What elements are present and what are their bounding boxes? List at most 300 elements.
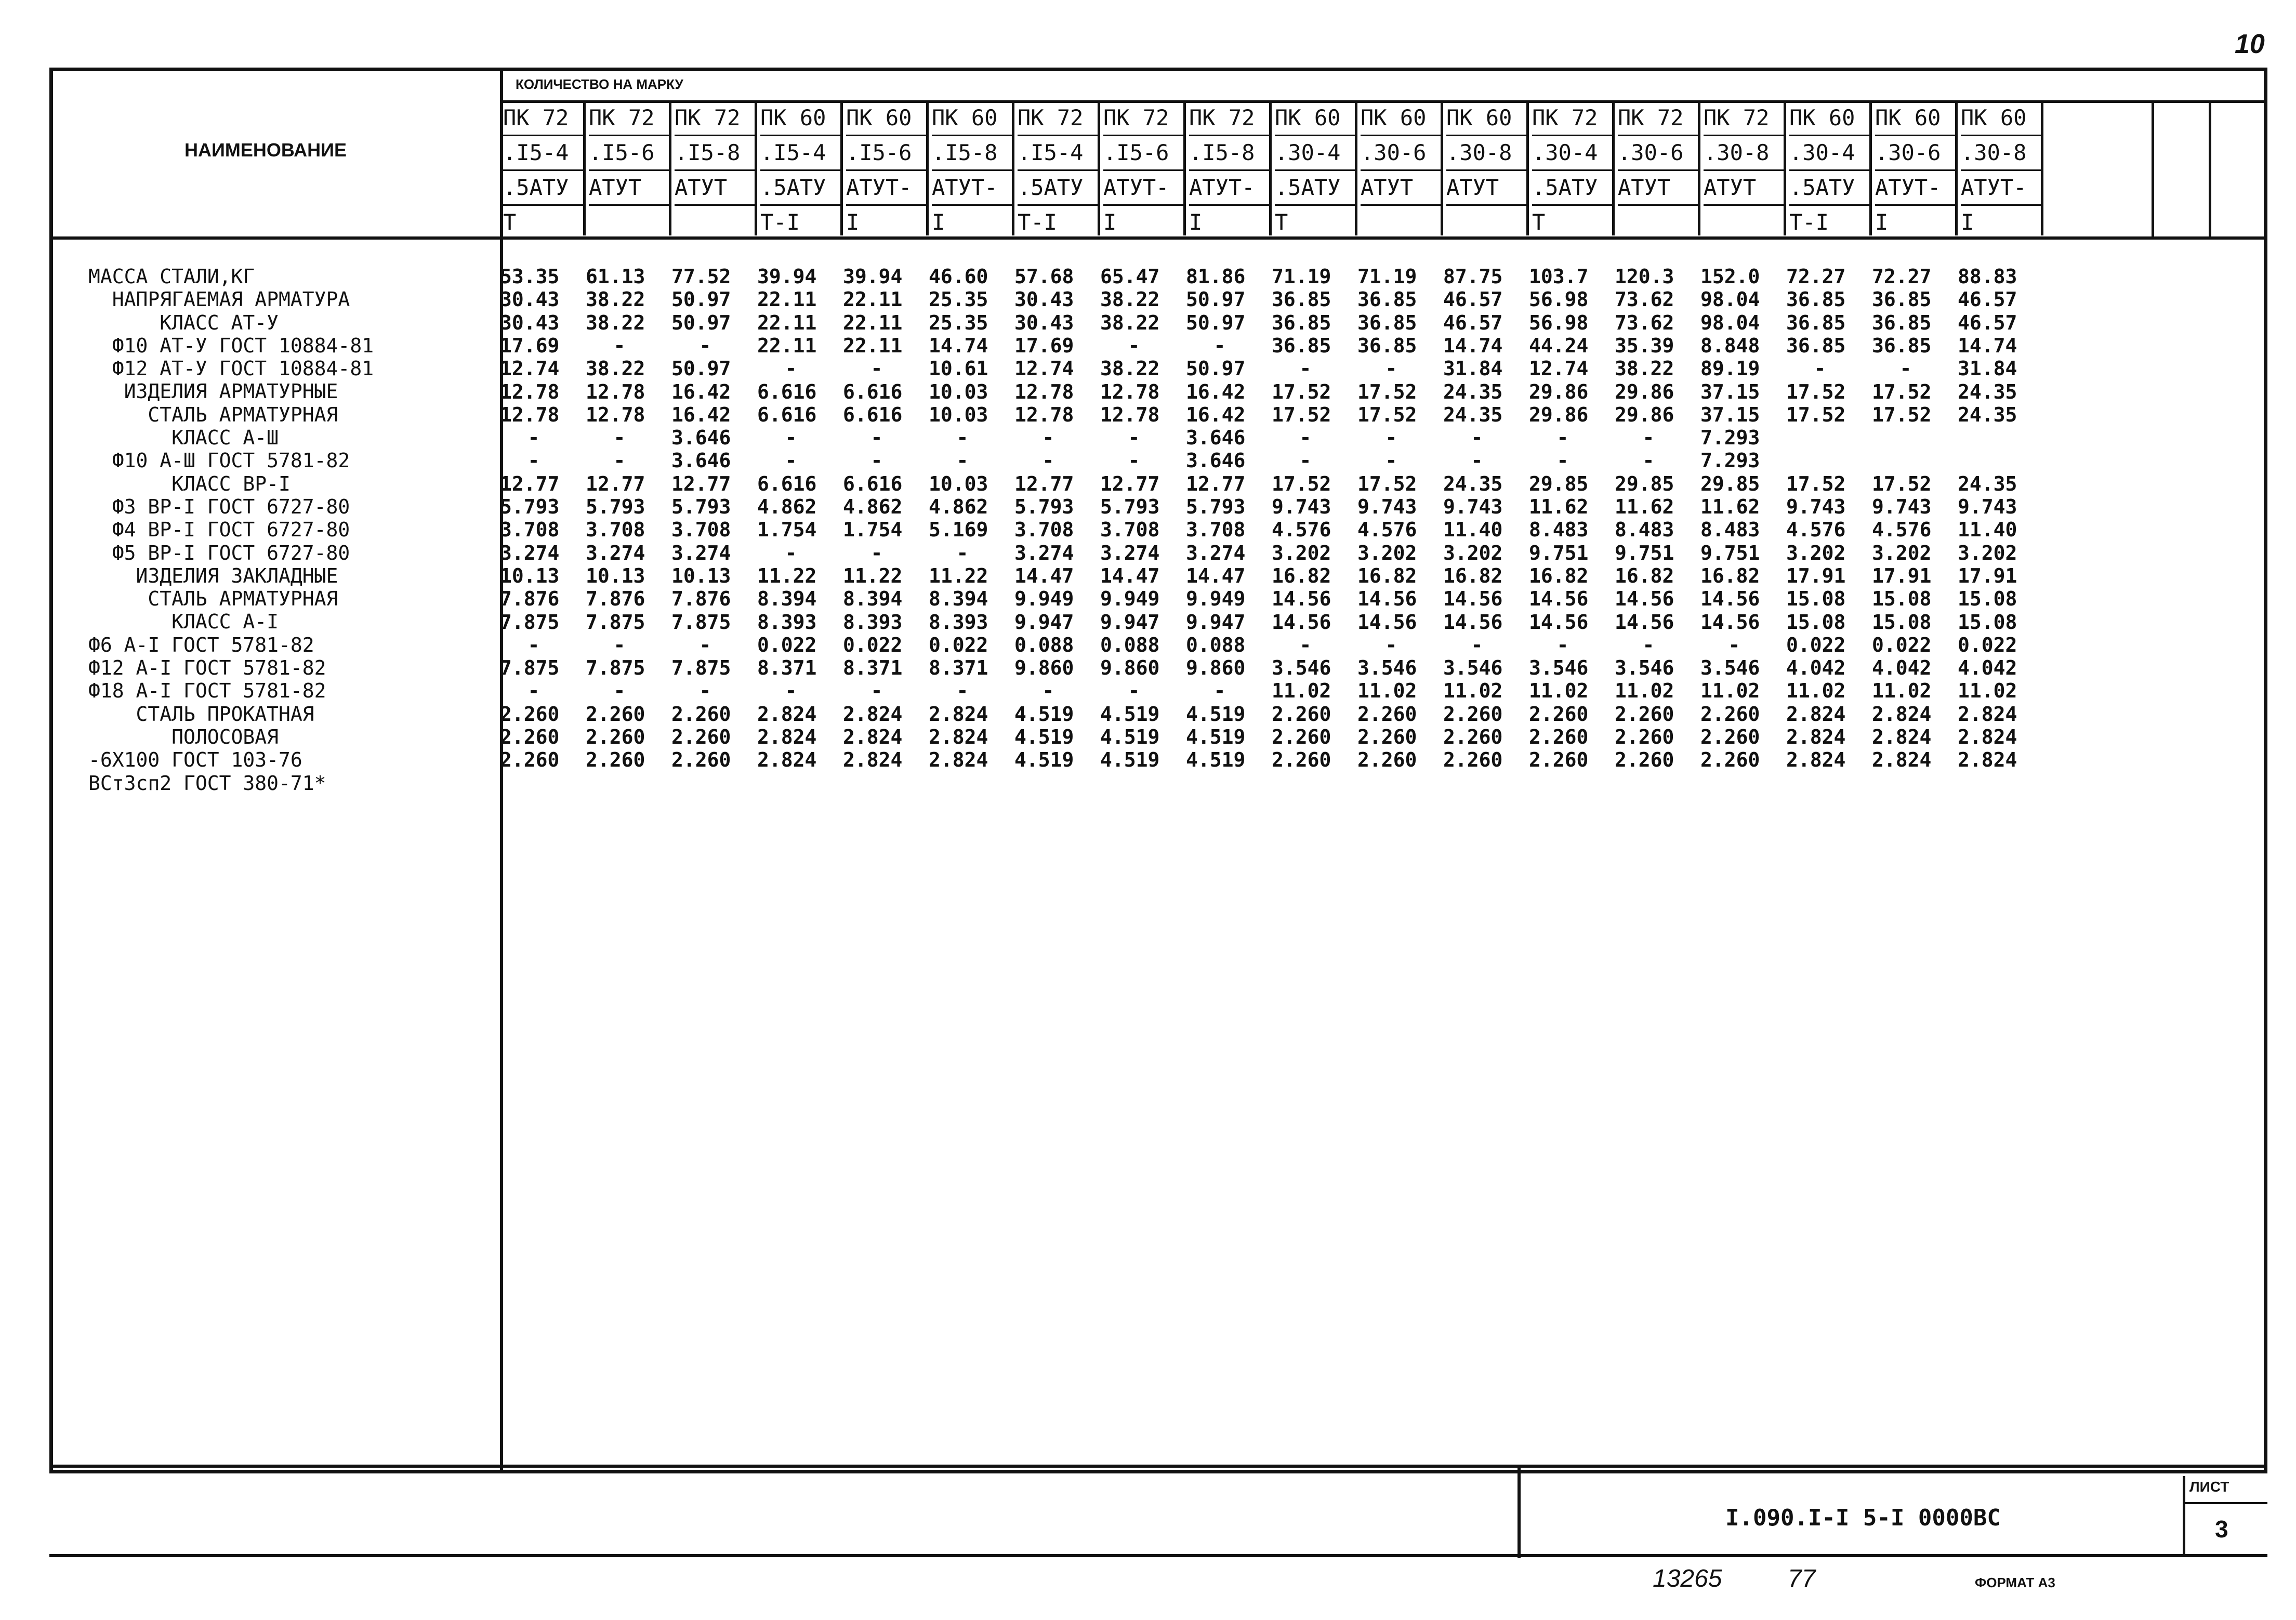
table-cell: 2.260 — [1700, 726, 1760, 748]
column-header — [1958, 101, 2043, 235]
column-header-line: .5АТУ — [1532, 171, 1612, 206]
table-cell: 53.35 — [500, 265, 560, 288]
bottom-line — [49, 1554, 2267, 1557]
table-cell: 12.78 — [586, 380, 645, 403]
table-cell: - — [1385, 357, 1397, 380]
column-header-line: I — [1103, 209, 1117, 235]
table-cell: 3.708 — [1186, 518, 1246, 542]
column-header — [1272, 101, 1357, 235]
table-cell: 29.85 — [1700, 472, 1760, 495]
table-cell: 0.088 — [1186, 633, 1246, 656]
column-header — [1186, 101, 1272, 235]
column-header-line: ПК 60 — [932, 101, 1012, 136]
table-cell: 16.82 — [1272, 564, 1331, 587]
table-cell: 2.824 — [1786, 702, 1846, 726]
table-cell: 9.860 — [1186, 656, 1246, 680]
table-cell: 11.02 — [1958, 679, 2017, 703]
table-cell: 9.949 — [1100, 587, 1160, 611]
column-header-line — [675, 206, 755, 239]
column-header-line — [1361, 206, 1441, 239]
column-header — [1872, 101, 1958, 235]
table-cell: 4.519 — [1100, 726, 1160, 748]
table-cell: 89.19 — [1700, 357, 1760, 380]
table-cell: - — [527, 679, 540, 703]
table-cell: 9.947 — [1014, 610, 1074, 634]
table-cell: 65.47 — [1100, 265, 1160, 288]
table-cell: 8.483 — [1700, 518, 1760, 542]
table-cell: 11.40 — [1958, 518, 2017, 542]
table-cell: 61.13 — [586, 265, 645, 288]
table-cell: 17.52 — [1272, 472, 1331, 495]
table-cell: 2.260 — [1357, 748, 1417, 772]
table-cell: 16.82 — [1357, 564, 1417, 587]
table-cell: 56.98 — [1529, 311, 1589, 334]
table-cell: 16.42 — [671, 380, 731, 403]
table-cell: 3.708 — [671, 518, 731, 542]
table-cell: 2.260 — [500, 726, 560, 748]
table-cell: 50.97 — [1186, 357, 1246, 380]
table-cell: 30.43 — [500, 311, 560, 334]
table-cell: - — [870, 449, 883, 472]
table-cell: 11.62 — [1615, 495, 1674, 518]
table-cell: 2.260 — [1272, 702, 1331, 726]
table-cell: 9.743 — [1786, 495, 1846, 518]
table-cell: 4.519 — [1186, 748, 1246, 772]
table-cell: 38.22 — [1100, 288, 1160, 311]
table-cell: - — [1213, 334, 1226, 357]
table-cell: 12.74 — [500, 357, 560, 380]
table-cell: 16.82 — [1700, 564, 1760, 587]
copy-number: 77 — [1788, 1565, 1816, 1592]
table-cell: 2.824 — [1958, 726, 2017, 748]
column-header-line: Т — [503, 209, 517, 235]
table-cell: 9.743 — [1958, 495, 2017, 518]
column-header-line: I — [846, 209, 860, 235]
table-cell: 4.519 — [1186, 726, 1246, 748]
table-cell: 2.260 — [1443, 748, 1503, 772]
title-block-line — [49, 1465, 2267, 1468]
table-cell: 11.02 — [1357, 679, 1417, 703]
table-cell: 10.13 — [586, 564, 645, 587]
table-cell: 14.74 — [1958, 334, 2017, 357]
table-cell: 2.824 — [1958, 748, 2017, 772]
column-header-line: .30-8 — [1446, 136, 1526, 171]
table-cell: 2.260 — [1443, 702, 1503, 726]
table-cell: 7.875 — [586, 656, 645, 680]
table-cell: 4.576 — [1786, 518, 1846, 542]
table-cell: 2.824 — [1958, 702, 2017, 726]
table-cell: - — [956, 426, 969, 450]
table-cell: - — [1128, 449, 1140, 472]
table-cell: 6.616 — [757, 403, 817, 426]
column-header-line: .I5-8 — [675, 136, 755, 171]
table-cell: 38.22 — [1100, 311, 1160, 334]
table-cell: 2.824 — [757, 748, 817, 772]
table-cell: 16.82 — [1615, 564, 1674, 587]
table-cell: 7.293 — [1700, 426, 1760, 450]
table-cell: 73.62 — [1615, 288, 1674, 311]
table-cell: 9.743 — [1443, 495, 1503, 518]
table-cell: 9.947 — [1186, 610, 1246, 634]
table-cell: 2.260 — [500, 702, 560, 726]
table-cell: 36.85 — [1357, 288, 1417, 311]
table-cell: 5.793 — [671, 495, 731, 518]
row-name: СТАЛЬ АРМАТУРНАЯ — [88, 587, 338, 611]
column-header-line: .I5-4 — [760, 136, 840, 171]
table-cell: - — [527, 426, 540, 450]
table-cell: - — [1128, 426, 1140, 450]
title-block-divider — [1518, 1465, 1521, 1558]
table-cell: - — [1471, 633, 1483, 656]
table-cell: 14.56 — [1443, 587, 1503, 611]
table-cell: 3.708 — [500, 518, 560, 542]
table-cell: 4.519 — [1100, 748, 1160, 772]
table-cell: 17.52 — [1872, 403, 1932, 426]
table-cell: 29.85 — [1529, 472, 1589, 495]
table-cell: 2.824 — [1786, 726, 1846, 748]
row-name: Ф6 А-I ГОСТ 5781-82 — [88, 633, 314, 656]
table-cell: 11.40 — [1443, 518, 1503, 542]
table-cell: 17.52 — [1786, 472, 1846, 495]
column-header-line: Т-I — [760, 209, 800, 235]
table-cell: - — [1042, 679, 1054, 703]
table-cell: 2.824 — [757, 702, 817, 726]
table-cell: - — [613, 334, 626, 357]
table-cell: - — [1128, 334, 1140, 357]
table-cell: 4.519 — [1186, 702, 1246, 726]
row-name: НАПРЯГАЕМАЯ АРМАТУРА — [88, 288, 350, 311]
table-cell: 14.56 — [1272, 610, 1331, 634]
table-cell: 17.52 — [1786, 380, 1846, 403]
table-cell: 3.708 — [1014, 518, 1074, 542]
table-cell: - — [1299, 357, 1312, 380]
table-cell: 7.875 — [671, 610, 731, 634]
row-name: Ф10 АТ-У ГОСТ 10884-81 — [88, 334, 374, 357]
table-cell: 3.546 — [1272, 656, 1331, 680]
table-cell: 8.848 — [1700, 334, 1760, 357]
table-cell: 36.85 — [1786, 334, 1846, 357]
table-cell: 22.11 — [843, 334, 903, 357]
table-cell: 3.202 — [1443, 541, 1503, 564]
table-cell: 12.77 — [500, 472, 560, 495]
table-cell: 1.754 — [843, 518, 903, 542]
table-cell: 3.202 — [1958, 541, 2017, 564]
table-cell: 2.260 — [1700, 702, 1760, 726]
table-cell: 17.52 — [1786, 403, 1846, 426]
row-name: КЛАСС А-Ш — [88, 426, 279, 450]
table-cell: - — [870, 426, 883, 450]
table-cell: 5.793 — [1186, 495, 1246, 518]
table-cell: - — [1556, 449, 1569, 472]
table-cell: 36.85 — [1272, 288, 1331, 311]
table-cell: 2.824 — [929, 702, 988, 726]
table-cell: 37.15 — [1700, 380, 1760, 403]
column-header-line: Т-I — [1018, 209, 1057, 235]
column-header-line: АТУТ — [675, 171, 755, 206]
table-cell: - — [1385, 633, 1397, 656]
column-header-line: .30-4 — [1275, 136, 1355, 171]
table-cell: 38.22 — [586, 311, 645, 334]
column-header-line — [1618, 206, 1698, 239]
table-cell: 16.82 — [1529, 564, 1589, 587]
table-cell: 36.85 — [1872, 334, 1932, 357]
table-cell: 3.274 — [1100, 541, 1160, 564]
column-header-line: ПК 60 — [1275, 101, 1355, 136]
table-cell: 11.22 — [843, 564, 903, 587]
table-cell: 17.52 — [1357, 403, 1417, 426]
table-cell: 8.371 — [757, 656, 817, 680]
column-header-line: ПК 72 — [1704, 101, 1784, 136]
table-cell: 17.69 — [500, 334, 560, 357]
column-header-line: Т — [1532, 209, 1546, 235]
column-header-line: I — [932, 209, 945, 235]
table-cell: 9.751 — [1615, 541, 1674, 564]
table-cell: 12.78 — [1014, 403, 1074, 426]
column-header-line: АТУТ — [589, 171, 669, 206]
table-cell: 9.947 — [1100, 610, 1160, 634]
column-header-line — [1704, 206, 1784, 239]
column-header — [843, 101, 929, 235]
table-cell: 3.546 — [1357, 656, 1417, 680]
table-cell: 22.11 — [757, 288, 817, 311]
table-cell: 46.60 — [929, 265, 988, 288]
table-cell: 0.022 — [843, 633, 903, 656]
column-header-line: .30-6 — [1618, 136, 1698, 171]
table-cell: 14.56 — [1357, 587, 1417, 611]
table-cell: - — [613, 426, 626, 450]
table-cell: 36.85 — [1872, 311, 1932, 334]
table-cell: - — [613, 449, 626, 472]
table-cell: 16.42 — [671, 403, 731, 426]
table-cell: 4.519 — [1100, 702, 1160, 726]
table-cell: 3.546 — [1615, 656, 1674, 680]
table-cell: 9.860 — [1014, 656, 1074, 680]
sheet-number: 3 — [2215, 1516, 2228, 1543]
table-cell: 0.022 — [1872, 633, 1932, 656]
table-cell: 0.022 — [929, 633, 988, 656]
table-cell: 17.91 — [1872, 564, 1932, 587]
column-header-line: ПК 60 — [846, 101, 926, 136]
table-cell: - — [785, 541, 797, 564]
table-cell: 8.394 — [843, 587, 903, 611]
column-header — [1443, 101, 1529, 235]
column-header — [1357, 101, 1443, 235]
table-cell: 38.22 — [1615, 357, 1674, 380]
column-header-line: ПК 72 — [1018, 101, 1098, 136]
table-cell: 3.546 — [1443, 656, 1503, 680]
table-cell: 8.393 — [929, 610, 988, 634]
table-cell: 2.824 — [929, 726, 988, 748]
table-cell: - — [870, 679, 883, 703]
table-cell: 38.22 — [1100, 357, 1160, 380]
row-name: МАССА СТАЛИ,КГ — [88, 265, 255, 288]
table-cell: 11.02 — [1443, 679, 1503, 703]
table-cell: - — [785, 449, 797, 472]
table-cell: - — [1642, 449, 1655, 472]
column-header-line: ПК 72 — [589, 101, 669, 136]
sheet-label: ЛИСТ — [2189, 1479, 2229, 1495]
table-cell: 36.85 — [1357, 311, 1417, 334]
table-cell: 8.393 — [843, 610, 903, 634]
column-header — [1786, 101, 1872, 235]
table-cell: - — [956, 679, 969, 703]
column-header-line: .I5-6 — [1103, 136, 1183, 171]
column-header-line: I — [1961, 209, 1974, 235]
table-cell: 3.646 — [1186, 449, 1246, 472]
column-header — [500, 101, 586, 235]
column-header-line: Т-I — [1789, 209, 1829, 235]
table-cell: 3.708 — [586, 518, 645, 542]
table-cell: 5.793 — [1100, 495, 1160, 518]
table-cell: 2.260 — [1272, 748, 1331, 772]
table-cell: 37.15 — [1700, 403, 1760, 426]
column-header-line: АТУТ — [1361, 171, 1441, 206]
table-cell: - — [1471, 449, 1483, 472]
table-cell: 14.74 — [929, 334, 988, 357]
column-header-line: ПК 72 — [503, 101, 583, 136]
column-header — [757, 101, 843, 235]
column-header — [929, 101, 1014, 235]
table-cell: 17.52 — [1272, 380, 1331, 403]
column-header-line: .I5-4 — [503, 136, 583, 171]
table-cell: 71.19 — [1357, 265, 1417, 288]
table-cell: - — [1642, 426, 1655, 450]
column-header-line: ПК 60 — [1446, 101, 1526, 136]
table-cell: 38.22 — [586, 357, 645, 380]
table-cell: 17.52 — [1872, 380, 1932, 403]
table-cell: 4.042 — [1872, 656, 1932, 680]
column-header-line: .I5-4 — [1018, 136, 1098, 171]
table-cell: 17.69 — [1014, 334, 1074, 357]
table-cell: 3.274 — [500, 541, 560, 564]
column-header — [1529, 101, 1615, 235]
column-header-line: АТУТ- — [1189, 171, 1269, 206]
table-cell: 14.56 — [1443, 610, 1503, 634]
table-cell: 12.78 — [1014, 380, 1074, 403]
column-header-line: .5АТУ — [1789, 171, 1869, 206]
table-cell: 12.77 — [1186, 472, 1246, 495]
row-name: СТАЛЬ АРМАТУРНАЯ — [88, 403, 338, 426]
row-name: Ф3 ВР-I ГОСТ 6727-80 — [88, 495, 350, 518]
table-cell: 36.85 — [1786, 288, 1846, 311]
table-cell: 120.3 — [1615, 265, 1674, 288]
table-cell: 14.56 — [1529, 610, 1589, 634]
table-cell: - — [699, 679, 711, 703]
table-cell: 6.616 — [757, 472, 817, 495]
column-header-line: ПК 60 — [1789, 101, 1869, 136]
table-cell: 9.743 — [1357, 495, 1417, 518]
row-name: Ф18 А-I ГОСТ 5781-82 — [88, 679, 326, 703]
table-cell: 73.62 — [1615, 311, 1674, 334]
column-header-line: ПК 60 — [1361, 101, 1441, 136]
table-cell: 2.260 — [500, 748, 560, 772]
table-cell: 8.394 — [757, 587, 817, 611]
row-name: СТАЛЬ ПРОКАТНАЯ — [88, 702, 314, 726]
table-cell: 9.949 — [1014, 587, 1074, 611]
table-cell: 17.52 — [1872, 472, 1932, 495]
table-cell: 11.02 — [1529, 679, 1589, 703]
row-name: ВСт3сп2 ГОСТ 380-71* — [88, 771, 326, 795]
table-cell: 10.13 — [500, 564, 560, 587]
table-cell: 39.94 — [843, 265, 903, 288]
table-cell: 24.35 — [1443, 403, 1503, 426]
row-name: Ф10 А-Ш ГОСТ 5781-82 — [88, 449, 350, 472]
table-cell: 24.35 — [1958, 472, 2017, 495]
table-cell: 7.875 — [500, 610, 560, 634]
table-cell: 2.824 — [843, 748, 903, 772]
table-cell: 7.875 — [586, 610, 645, 634]
quantity-heading: КОЛИЧЕСТВО НА МАРКУ — [516, 76, 683, 92]
table-cell: 4.576 — [1357, 518, 1417, 542]
column-header-line: I — [1875, 209, 1889, 235]
table-cell: 15.08 — [1872, 587, 1932, 611]
column-header-line: АТУТ- — [932, 171, 1012, 206]
column-header-line — [1446, 206, 1526, 239]
table-cell: 11.22 — [757, 564, 817, 587]
row-names — [88, 265, 504, 795]
table-cell: 9.860 — [1100, 656, 1160, 680]
table-cell: 36.85 — [1272, 334, 1331, 357]
table-cell: - — [785, 426, 797, 450]
table-cell: 2.260 — [1615, 748, 1674, 772]
table-cell: 9.949 — [1186, 587, 1246, 611]
table-cell: 38.22 — [586, 288, 645, 311]
table-cell: 22.11 — [757, 334, 817, 357]
table-cell: - — [527, 449, 540, 472]
table-cell: 22.11 — [843, 311, 903, 334]
table-cell: 14.56 — [1357, 610, 1417, 634]
table-cell: 17.91 — [1958, 564, 2017, 587]
column-header-line: АТУТ- — [1103, 171, 1183, 206]
table-cell: 9.751 — [1529, 541, 1589, 564]
table-cell: - — [1642, 633, 1655, 656]
table-cell: 12.78 — [500, 403, 560, 426]
column-header — [1700, 101, 1786, 235]
table-cell: 29.86 — [1529, 403, 1589, 426]
sheet-box-mid — [2183, 1502, 2267, 1504]
table-cell: 12.78 — [1100, 380, 1160, 403]
table-cell: 2.824 — [1872, 748, 1932, 772]
table-cell: 35.39 — [1615, 334, 1674, 357]
table-cell: 3.202 — [1786, 541, 1846, 564]
table-cell: 2.260 — [1529, 702, 1589, 726]
table-cell: 7.876 — [500, 587, 560, 611]
column-header-line: .I5-8 — [932, 136, 1012, 171]
table-cell: 50.97 — [671, 288, 731, 311]
table-cell: 11.02 — [1272, 679, 1331, 703]
table-cell: 6.616 — [843, 403, 903, 426]
table-cell: 2.260 — [586, 702, 645, 726]
table-cell: - — [1042, 449, 1054, 472]
table-cell: - — [699, 633, 711, 656]
column-header — [1100, 101, 1186, 235]
table-cell: 22.11 — [757, 311, 817, 334]
column-header-line: АТУТ — [1618, 171, 1698, 206]
table-cell: 2.824 — [1872, 702, 1932, 726]
table-cell: 2.260 — [1529, 726, 1589, 748]
table-cell: 24.35 — [1958, 380, 2017, 403]
table-cell: - — [956, 449, 969, 472]
table-cell: 5.793 — [1014, 495, 1074, 518]
column-header-line: .5АТУ — [1275, 171, 1355, 206]
column-header-line: I — [1189, 209, 1203, 235]
table-cell: 2.260 — [586, 726, 645, 748]
table-cell: 31.84 — [1958, 357, 2017, 380]
table-cell: 2.824 — [843, 702, 903, 726]
table-cell: 4.576 — [1872, 518, 1932, 542]
table-cell: 3.202 — [1357, 541, 1417, 564]
name-column-heading: НАИМЕНОВАНИЕ — [184, 139, 347, 161]
